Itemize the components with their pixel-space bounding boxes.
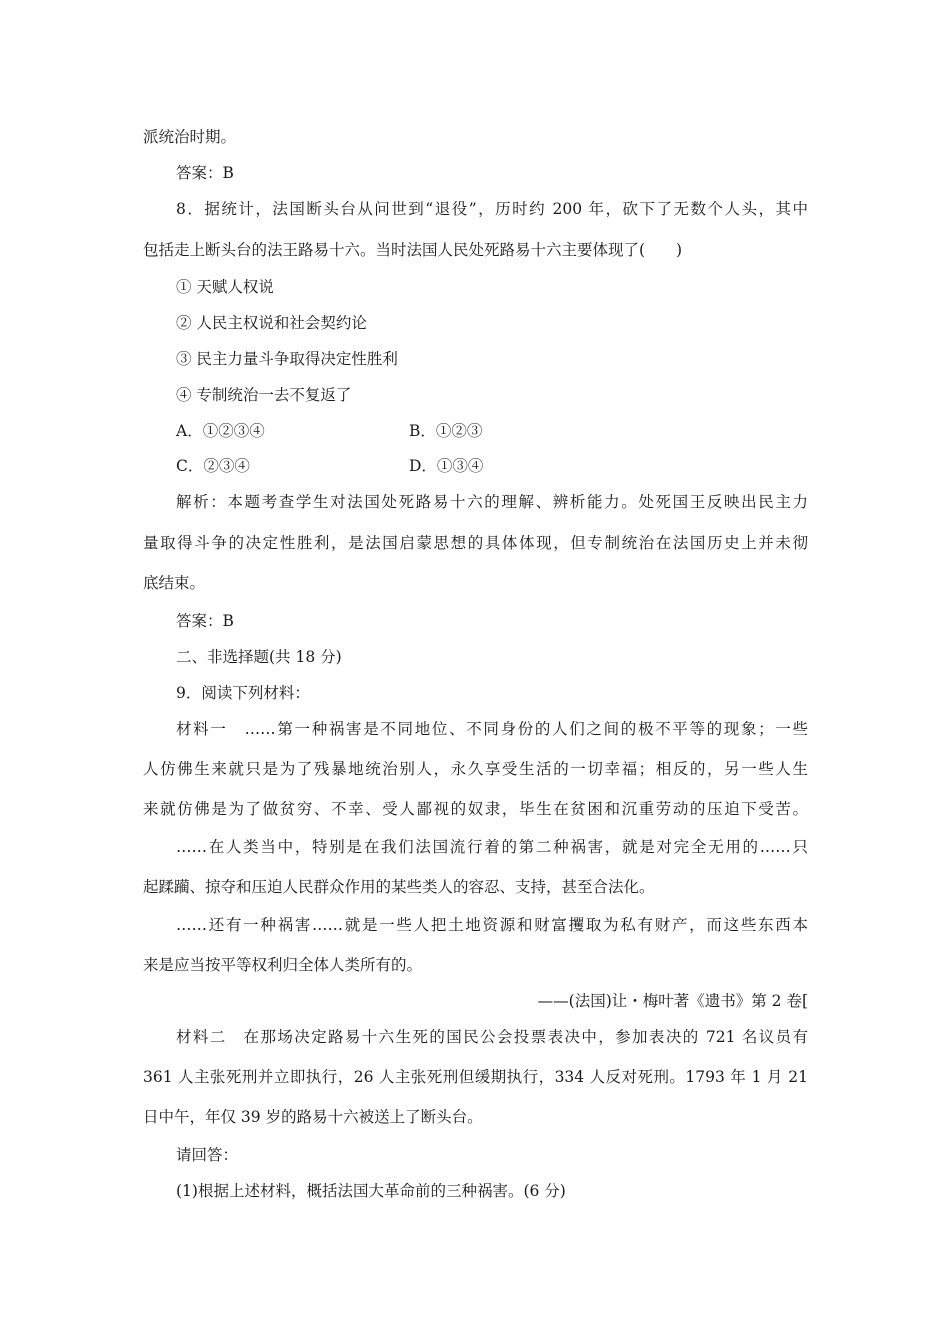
answer-line: 答案：B xyxy=(176,164,234,182)
question-8-line-2: 包括走上断头台的法王路易十六。当时法国人民处死路易十六主要体现了( ) xyxy=(143,241,683,259)
analysis-line-3: 底结束。 xyxy=(143,574,206,592)
section-heading: 二、非选择题(共 18 分) xyxy=(176,648,342,666)
option-a: A．①②③④ xyxy=(176,422,265,440)
option-b: B．①②③ xyxy=(409,422,483,440)
material-1-line-3: 来就仿佛是为了做贫穷、不幸、受人鄙视的奴隶，毕生在贫困和沉重劳动的压迫下受苦。 xyxy=(143,800,808,818)
material-2-line-3: 日中午，年仅 39 岁的路易十六被送上了断头台。 xyxy=(143,1108,483,1126)
question-8-line-1: 8．据统计，法国断头台从问世到“退役”，历时约 200 年，砍下了无数个人头，其中 xyxy=(176,200,808,218)
statement-1: ① 天赋人权说 xyxy=(176,278,274,296)
sub-question-1: (1)根据上述材料，概括法国大革命前的三种祸害。(6 分) xyxy=(176,1182,566,1200)
text-line: 派统治时期。 xyxy=(143,128,237,146)
analysis-line-1: 解析：本题考查学生对法国处死路易十六的理解、辨析能力。处死国王反映出民主力 xyxy=(176,493,808,511)
material-2-line-2: 361 人主张死刑并立即执行，26 人主张死刑但缓期执行，334 人反对死刑。1793 年 1 月 21 xyxy=(143,1068,808,1086)
material-1-line-4: ……在人类当中，特别是在我们法国流行着的第二种祸害，就是对完全无用的……只 xyxy=(176,838,808,856)
material-1-line-7: 来是应当按平等权利归全体人类所有的。 xyxy=(143,956,423,974)
citation: ——(法国)让・梅叶著《遗书》第 2 卷[ xyxy=(537,992,808,1010)
analysis-line-2: 量取得斗争的决定性胜利，是法国启蒙思想的具体体现，但专制统治在法国历史上并未彻 xyxy=(143,534,808,552)
material-1-line-1: 材料一 ……第一种祸害是不同地位、不同身份的人们之间的极不平等的现象；一些 xyxy=(176,720,808,738)
statement-4: ④ 专制统治一去不复返了 xyxy=(176,386,352,404)
material-1-line-2: 人仿佛生来就只是为了残暴地统治别人，永久享受生活的一切幸福；相反的，另一些人生 xyxy=(143,760,808,778)
statement-3: ③ 民主力量斗争取得决定性胜利 xyxy=(176,350,398,368)
material-2-line-1: 材料二 在那场决定路易十六生死的国民公会投票表决中，参加表决的 721 名议员有 xyxy=(176,1028,808,1046)
answer-line: 答案：B xyxy=(176,612,234,630)
material-1-line-5: 起蹂躏、掠夺和压迫人民群众作用的某些类人的容忍、支持，甚至合法化。 xyxy=(143,878,655,896)
statement-2: ② 人民主权说和社会契约论 xyxy=(176,314,367,332)
question-9-heading: 9．阅读下列材料： xyxy=(176,684,310,702)
option-d: D．①③④ xyxy=(409,457,484,475)
option-c: C．②③④ xyxy=(176,457,250,475)
material-1-line-6: ……还有一种祸害……就是一些人把土地资源和财富攫取为私有财产，而这些东西本 xyxy=(176,916,808,934)
prompt-line: 请回答： xyxy=(176,1146,239,1164)
